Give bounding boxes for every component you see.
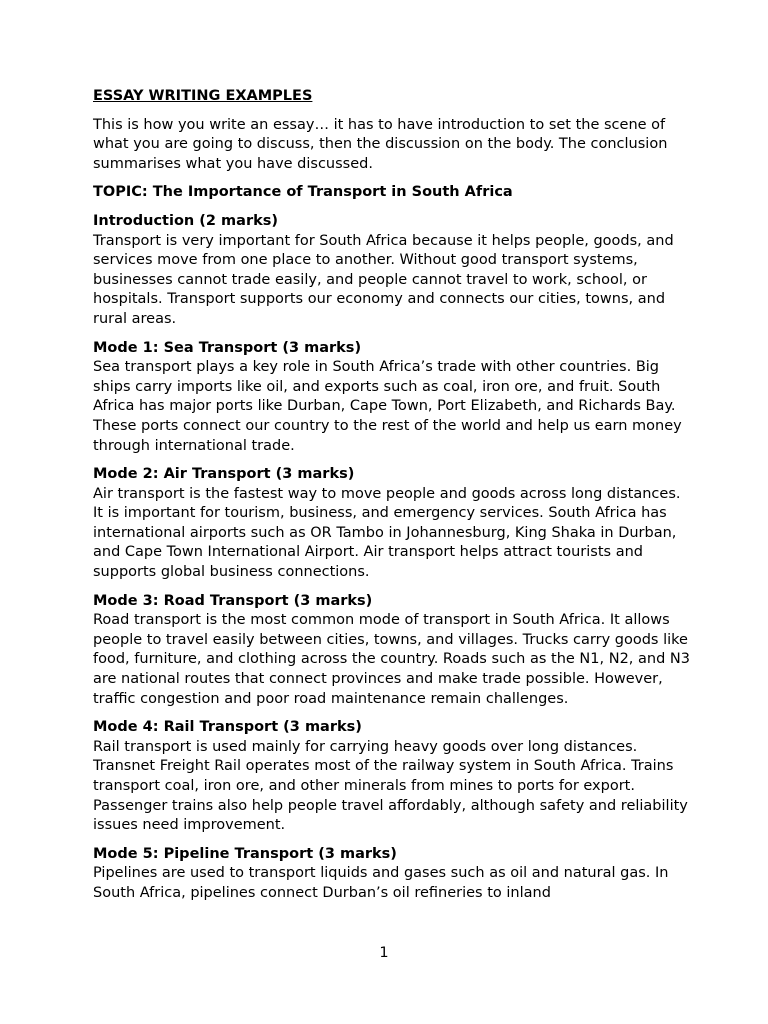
section-heading: Mode 5: Pipeline Transport (3 marks) [93, 845, 397, 862]
section-body: Rail transport is used mainly for carrying heavy goods over long distances. Transnet Freight Rail operates most of the railway system in South Africa. Trains transport coal, iron ore, and other minerals from mines to ports for export. Passenger trains also help people travel affordably, although safety and reliability issues need improvement. [93, 738, 688, 834]
section-heading: Introduction (2 marks) [93, 212, 279, 229]
section-introduction [93, 212, 693, 330]
intro-paragraph: This is how you write an essay… it has to have introduction to set the scene of what you are going to discuss, then the discussion on the body. The conclusion summarises what you have discussed. [93, 116, 668, 172]
document-title: ESSAY WRITING EXAMPLES [93, 88, 313, 104]
page-number: 1 [379, 945, 389, 961]
essay-topic: TOPIC: The Importance of Transport in South Africa [93, 184, 513, 201]
section-heading: Mode 2: Air Transport (3 marks) [93, 466, 355, 483]
section-body: Pipelines are used to transport liquids and gases such as oil and natural gas. In South Africa, pipelines connect Durban’s oil refineries to inland [93, 865, 669, 901]
section-road-transport [93, 592, 693, 710]
document-page [93, 87, 693, 913]
section-body: Sea transport plays a key role in South Africa’s trade with other countries. Big ships carry imports like oil, and exports such as coal, iron ore, and fruit. South Africa has major ports like Durban, Cape Town, Port Elizabeth, and Richards Bay. These ports connect our country to the rest of the world and help us earn money through international trade. [93, 359, 682, 454]
section-body: Transport is very important for South Africa because it helps people, goods, and services move from one place to another. Without good transport systems, businesses cannot trade easily, and people cannot travel to work, school, or hospitals. Transport supports our economy and connects our cities, towns, and rural areas. [93, 232, 674, 327]
section-body: Air transport is the fastest way to move people and goods across long distances. It is important for tourism, business, and emergency services. South Africa has international airports such as OR Tambo in Johannesburg, King Shaka in Durban, and Cape Town International Airport. Air transport helps attract tourists and supports global business connections. [93, 485, 681, 581]
section-body: Road transport is the most common mode of transport in South Africa. It allows people to travel easily between cities, towns, and villages. Trucks carry goods like food, furniture, and clothing across the country. Roads such as the N1, N2, and N3 are national routes that connect provinces and make trade possible. However, traffic congestion and poor road maintenance remain challenges. [93, 612, 690, 707]
section-air-transport [93, 465, 693, 583]
section-pipeline-transport [93, 845, 693, 904]
section-rail-transport [93, 718, 693, 836]
section-heading: Mode 1: Sea Transport (3 marks) [93, 339, 362, 356]
section-heading: Mode 3: Road Transport (3 marks) [93, 592, 373, 609]
section-sea-transport [93, 339, 693, 457]
section-heading: Mode 4: Rail Transport (3 marks) [93, 719, 362, 736]
